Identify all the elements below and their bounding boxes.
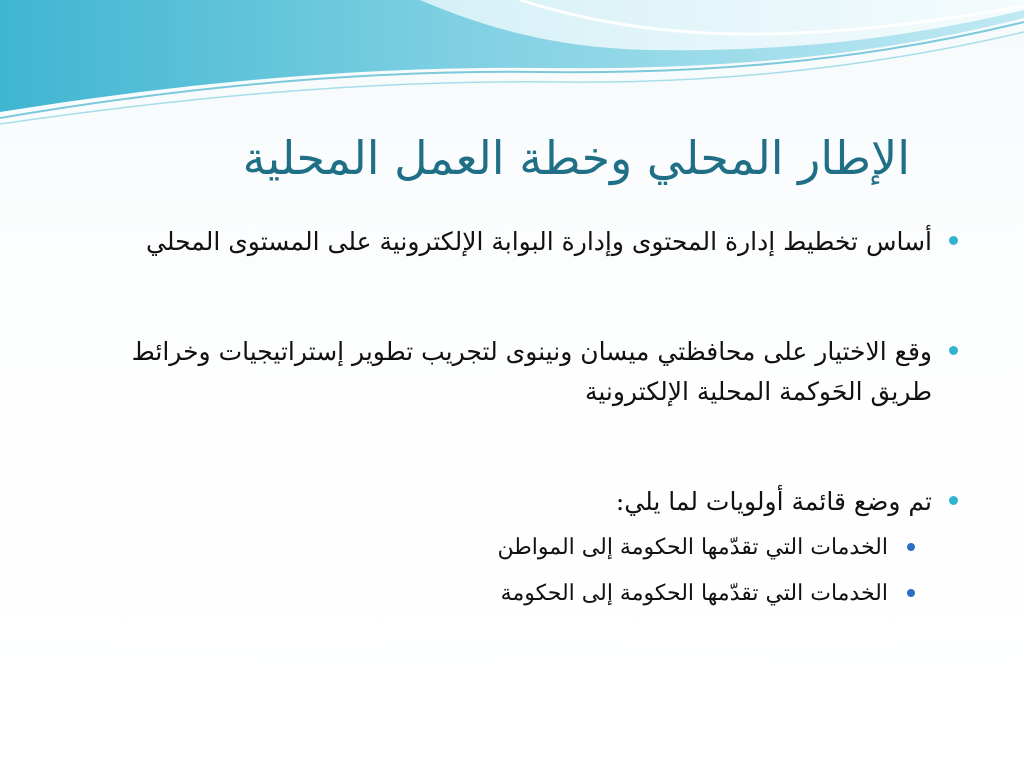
- bullet-icon: [949, 496, 958, 505]
- bullet-text: أساس تخطيط إدارة المحتوى وإدارة البوابة الإلكترونية على المستوى المحلي: [146, 227, 932, 256]
- list-item: [90, 222, 960, 262]
- bullet-text: وقع الاختيار على محافظتي ميسان ونينوى لتجريب تطوير إستراتيجيات وخرائط طريق الحَوكمة المحلية الإلكترونية: [131, 337, 932, 406]
- sub-bullet-icon: [907, 543, 915, 551]
- wave-decoration-icon: [0, 0, 1024, 130]
- sub-bullet-text: الخدمات التي تقدّمها الحكومة إلى المواطن: [497, 535, 888, 560]
- sub-bullet-text: الخدمات التي تقدّمها الحكومة إلى الحكومة: [500, 581, 888, 606]
- bullet-icon: [949, 346, 958, 355]
- sub-list-item: [90, 574, 960, 614]
- bullet-list: [90, 222, 960, 614]
- slide-title: الإطار المحلي وخطة العمل المحلية: [242, 131, 910, 185]
- sub-list-item: [90, 528, 960, 568]
- bullet-icon: [949, 236, 958, 245]
- list-item: [90, 482, 960, 522]
- sub-bullet-icon: [907, 589, 915, 597]
- bullet-text: تم وضع قائمة أولويات لما يلي:: [615, 487, 932, 516]
- list-item: [90, 332, 960, 412]
